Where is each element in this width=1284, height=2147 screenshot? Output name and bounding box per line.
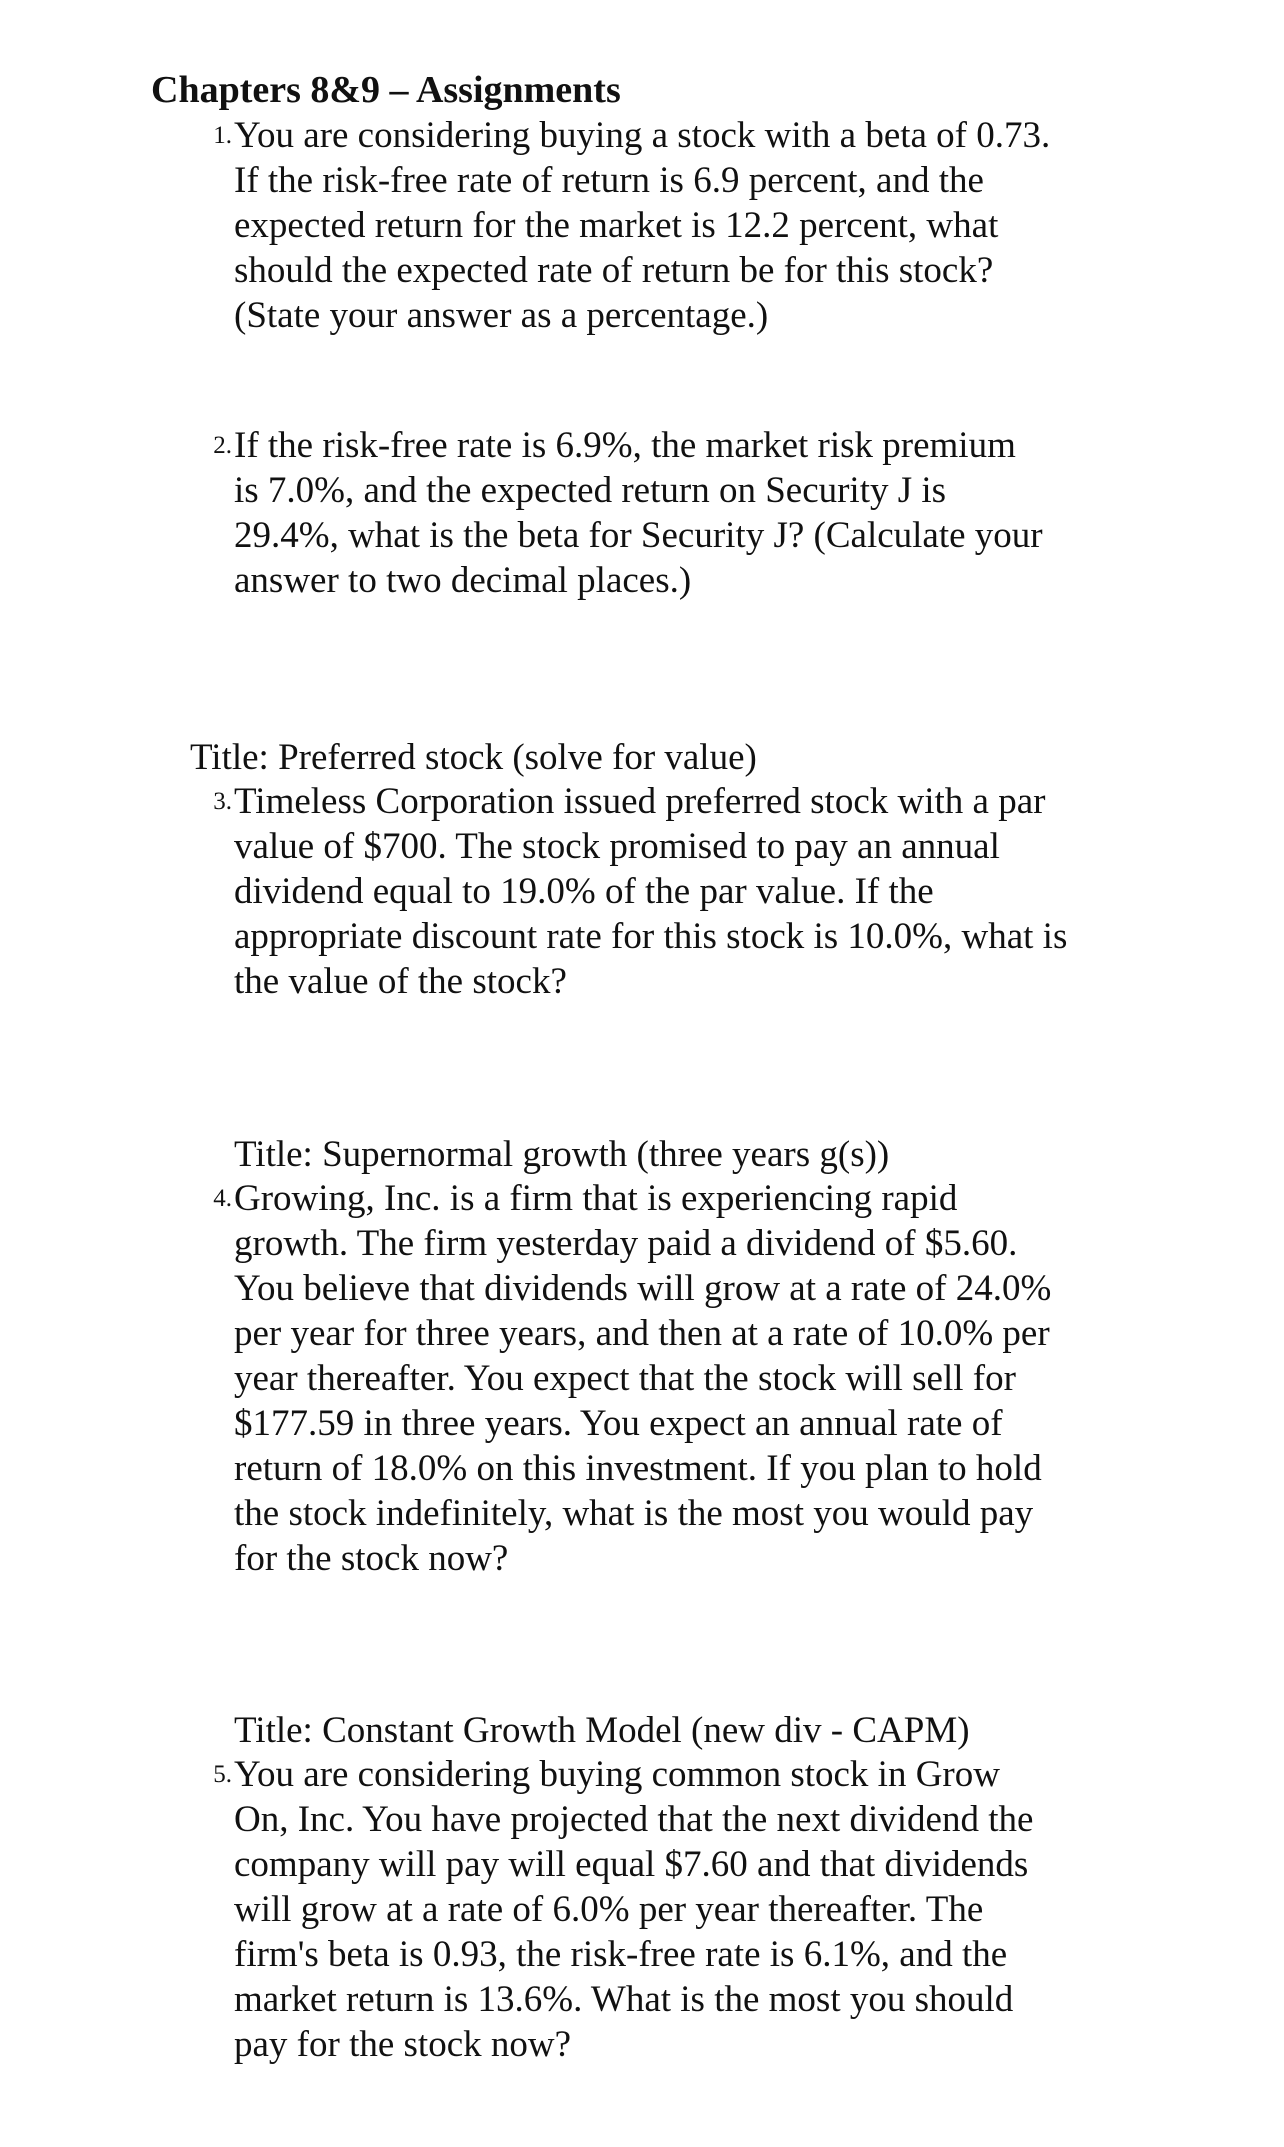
question-text (234, 1176, 1051, 1581)
question-line: firm's beta is 0.93, the risk-free rate is 6.1%, and the (234, 1934, 1008, 1975)
page-title: Chapters 8&9 – Assignments (151, 69, 621, 111)
question-number: 1. (213, 122, 232, 149)
question-number: 2. (213, 432, 232, 459)
question-number: 5. (213, 1761, 232, 1788)
question-line: Timeless Corporation issued preferred stock with a par (234, 781, 1046, 822)
question-line: per year for three years, and then at a rate of 10.0% per (234, 1313, 1050, 1354)
question-line: should the expected rate of return be for this stock? (234, 250, 994, 291)
question-text (234, 113, 1050, 338)
question-line: answer to two decimal places.) (234, 560, 692, 601)
question-line: is 7.0%, and the expected return on Security J is (234, 470, 947, 511)
question-line: $177.59 in three years. You expect an annual rate of (234, 1403, 1003, 1444)
question-line: (State your answer as a percentage.) (234, 295, 769, 336)
question-line: will grow at a rate of 6.0% per year thereafter. The (234, 1889, 984, 1930)
question-line: appropriate discount rate for this stock is 10.0%, what is (234, 916, 1068, 957)
question-number: 3. (213, 788, 232, 815)
question-line: Growing, Inc. is a firm that is experiencing rapid (234, 1178, 958, 1219)
question-text (234, 779, 1067, 1004)
question-line: dividend equal to 19.0% of the par value. If the (234, 871, 934, 912)
question-line: If the risk-free rate is 6.9%, the market risk premium (234, 425, 1016, 466)
question-text (234, 1752, 1033, 2067)
question-number: 4. (213, 1185, 232, 1212)
question-line: If the risk-free rate of return is 6.9 percent, and the (234, 160, 984, 201)
question-line: year thereafter. You expect that the stock will sell for (234, 1358, 1016, 1399)
question-line: 29.4%, what is the beta for Security J? (Calculate your (234, 515, 1043, 556)
question-line: the value of the stock? (234, 961, 567, 1002)
section-title-constant-growth: Title: Constant Growth Model (new div - CAPM) (234, 1710, 970, 1751)
question-line: You are considering buying common stock in Grow (234, 1754, 1000, 1795)
section-title-supernormal-growth: Title: Supernormal growth (three years g(s)) (234, 1134, 890, 1175)
question-line: You are considering buying a stock with a beta of 0.73. (234, 115, 1051, 156)
question-line: You believe that dividends will grow at a rate of 24.0% (234, 1268, 1052, 1309)
section-title-preferred-stock: Title: Preferred stock (solve for value) (190, 737, 757, 778)
question-line: market return is 13.6%. What is the most you should (234, 1979, 1014, 2020)
question-line: growth. The firm yesterday paid a dividend of $5.60. (234, 1223, 1018, 1264)
question-line: expected return for the market is 12.2 percent, what (234, 205, 999, 246)
question-line: company will pay will equal $7.60 and that dividends (234, 1844, 1029, 1885)
question-line: pay for the stock now? (234, 2024, 572, 2065)
question-line: value of $700. The stock promised to pay an annual (234, 826, 1000, 867)
question-line: for the stock now? (234, 1538, 509, 1579)
question-line: return of 18.0% on this investment. If you plan to hold (234, 1448, 1042, 1489)
question-line: On, Inc. You have projected that the next dividend the (234, 1799, 1034, 1840)
question-line: the stock indefinitely, what is the most you would pay (234, 1493, 1034, 1534)
question-text (234, 423, 1043, 603)
